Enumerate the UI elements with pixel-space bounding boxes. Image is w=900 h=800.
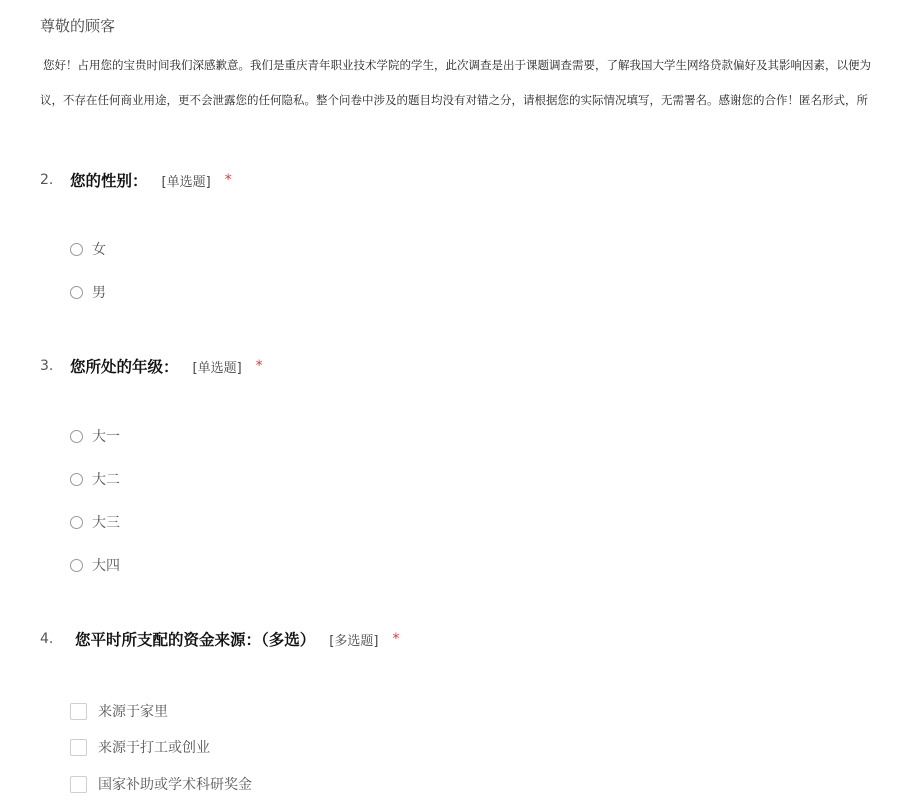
option-label: 国家补助或学术科研奖金	[98, 777, 252, 793]
question-4-header	[40, 628, 399, 650]
question-number: 4.	[40, 631, 54, 647]
survey-intro-line-2: 议，不存在任何商业用途，更不会泄露您的任何隐私。整个问卷中涉及的题目均没有对错之分，请根据您的实际情况填写，无需署名。感谢您的合作！匿名形式，所	[40, 93, 868, 107]
required-marker: *	[224, 172, 232, 188]
option-radio-gender-male[interactable]	[70, 282, 106, 302]
question-number: 2.	[40, 172, 54, 188]
option-radio-grade-1[interactable]	[70, 426, 120, 446]
checkbox[interactable]	[70, 739, 87, 756]
survey-intro-line-1: 您好！占用您的宝贵时间我们深感歉意。我们是重庆青年职业技术学院的学生，此次调查是出于课题调查需要，了解我国大学生网络贷款偏好及其影响因素，以便为	[43, 58, 871, 72]
option-label: 女	[92, 242, 106, 258]
question-title: 您平时所支配的资金来源：（多选）	[75, 631, 316, 649]
option-label: 大一	[92, 429, 120, 445]
survey-greeting: 尊敬的顾客	[40, 17, 116, 35]
option-label: 大四	[92, 558, 120, 574]
required-marker: *	[255, 358, 263, 374]
option-checkbox-work[interactable]	[70, 737, 210, 757]
question-title: 您的性别：	[70, 172, 148, 190]
radio-button[interactable]	[70, 430, 83, 443]
checkbox[interactable]	[70, 703, 87, 720]
option-radio-grade-2[interactable]	[70, 469, 120, 489]
radio-button[interactable]	[70, 286, 83, 299]
question-type-label: [单选题]	[192, 360, 242, 376]
option-label: 男	[92, 285, 106, 301]
option-label: 来源于家里	[98, 704, 168, 720]
radio-button[interactable]	[70, 243, 83, 256]
question-title: 您所处的年级：	[70, 358, 179, 376]
option-label: 大三	[92, 515, 120, 531]
question-type-label: [多选题]	[329, 633, 379, 649]
question-2-header	[40, 169, 232, 191]
option-checkbox-family[interactable]	[70, 701, 168, 721]
question-type-label: [单选题]	[161, 174, 211, 190]
option-checkbox-scholarship[interactable]	[70, 774, 252, 794]
option-radio-grade-3[interactable]	[70, 512, 120, 532]
required-marker: *	[392, 631, 400, 647]
option-label: 大二	[92, 472, 120, 488]
radio-button[interactable]	[70, 516, 83, 529]
option-radio-gender-female[interactable]	[70, 239, 106, 259]
checkbox[interactable]	[70, 776, 87, 793]
option-radio-grade-4[interactable]	[70, 555, 120, 575]
radio-button[interactable]	[70, 473, 83, 486]
question-3-header	[40, 355, 263, 377]
question-number: 3.	[40, 358, 54, 374]
radio-button[interactable]	[70, 559, 83, 572]
option-label: 来源于打工或创业	[98, 740, 210, 756]
